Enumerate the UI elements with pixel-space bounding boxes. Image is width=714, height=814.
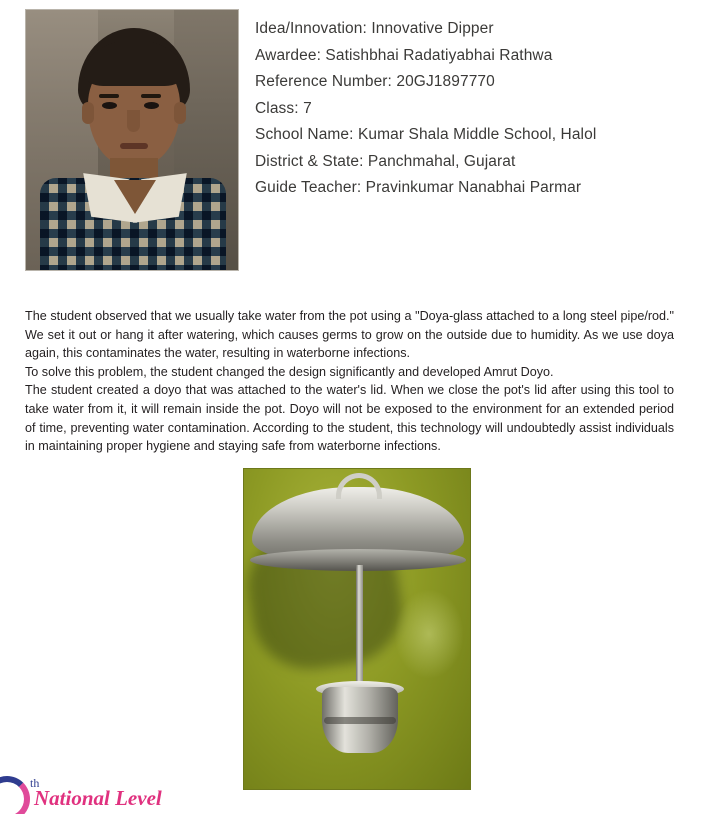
- dipper-rod: [356, 565, 363, 691]
- detail-idea: Idea/Innovation: Innovative Dipper: [255, 20, 494, 37]
- detail-class: Class: 7: [255, 99, 312, 117]
- portrait-eye-left: [102, 102, 117, 109]
- portrait-mouth: [120, 143, 148, 149]
- dipper-cup-band: [324, 717, 396, 724]
- detail-school-name: School Name: Kumar Shala Middle School, Halol: [255, 126, 597, 143]
- detail-guide-teacher: Guide Teacher: Pravinkumar Nanabhai Parmar: [255, 179, 582, 196]
- description-paragraph-3: The student created a doyo that was attached to the water's lid. When we close the pot's lid after using this tool to take water from it, it will remain inside the pot. Doyo will not be exposed to the environment for an extended period of time, preventing water contamination. According to the student, this technology will undoubtedly assist individuals in maintaining proper hygiene and staying safe from waterborne infections.: [25, 383, 674, 454]
- portrait-nose: [127, 110, 140, 132]
- description-paragraph-1: The student observed that we usually take water from the pot using a "Doya-glass attached to a long steel pipe/rod." We set it out or hang it after watering, which causes germs to grow on the outside due to humidity. As we use doya again, this contaminates the water, resulting in waterborne infections.: [25, 309, 674, 361]
- portrait-ear-right: [174, 102, 186, 124]
- logo-ordinal-suffix: th: [30, 776, 40, 790]
- product-highlight: [394, 589, 464, 679]
- logo-arc-icon: [0, 776, 30, 814]
- detail-district-state: District & State: Panchmahal, Gujarat: [255, 152, 516, 170]
- portrait-ear-left: [82, 102, 94, 124]
- portrait-eyebrow-left: [99, 94, 119, 98]
- detail-awardee: Awardee: Satishbhai Radatiyabhai Rathwa: [255, 46, 553, 64]
- awardee-details-list: [255, 6, 714, 202]
- description-paragraph-2: To solve this problem, the student changed the design significantly and developed Amrut Doyo.: [25, 364, 554, 379]
- awardee-photo-wrapper: [25, 9, 239, 271]
- awardee-header: [0, 0, 714, 271]
- logo-text: National Level: [34, 786, 162, 810]
- description-section: [25, 307, 674, 456]
- awardee-portrait-photo: [25, 9, 239, 271]
- portrait-eyebrow-right: [141, 94, 161, 98]
- footer-logo: [0, 774, 180, 814]
- product-photo-wrapper: [0, 468, 714, 790]
- portrait-eye-right: [144, 102, 159, 109]
- innovative-dipper-photo: [243, 468, 471, 790]
- detail-reference-number: Reference Number: 20GJ1897770: [255, 73, 495, 90]
